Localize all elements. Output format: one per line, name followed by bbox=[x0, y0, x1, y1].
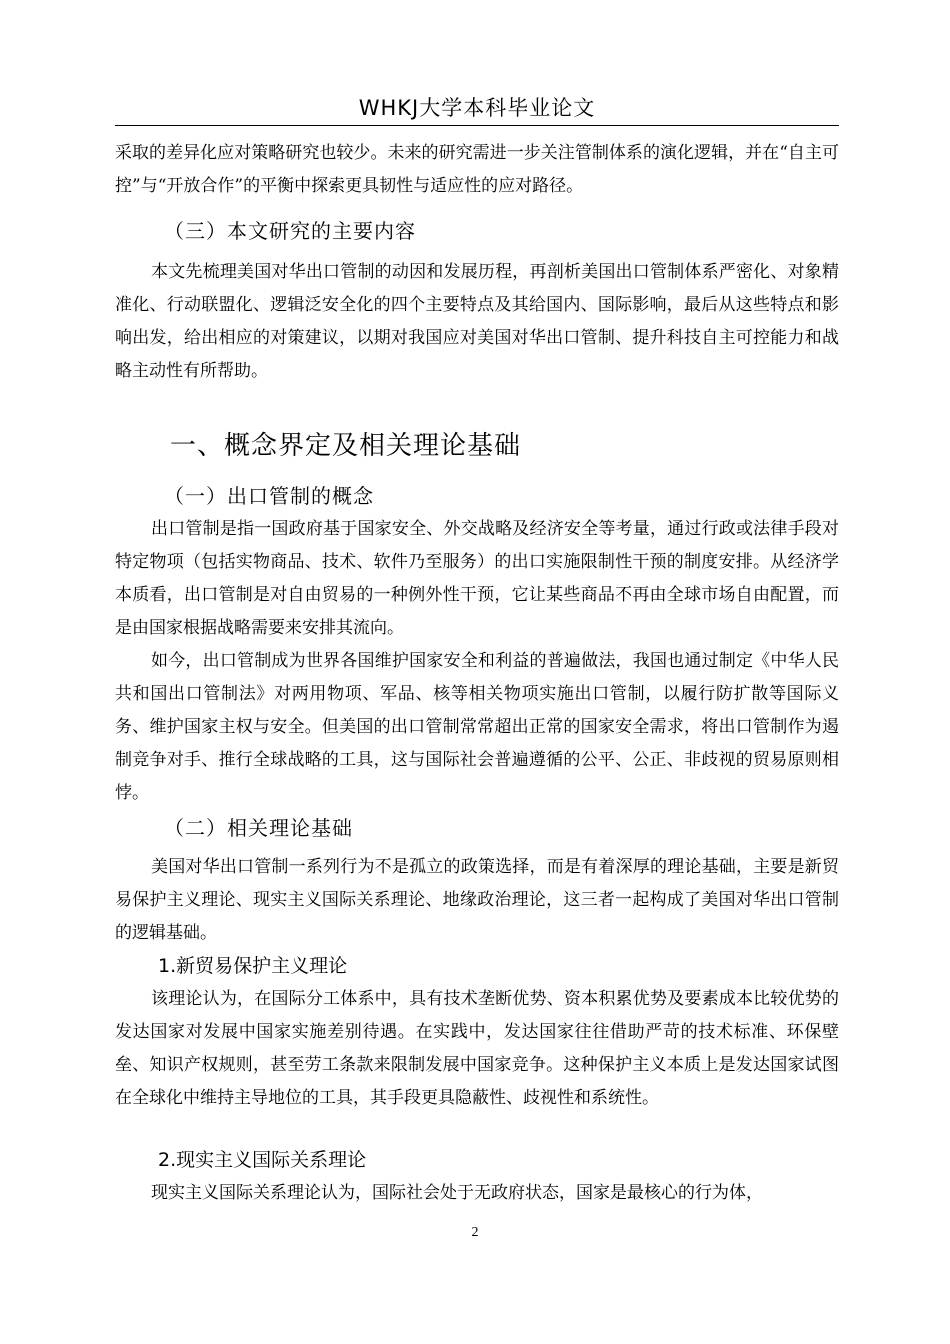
chapter-heading: 一、概念界定及相关理论基础 bbox=[170, 431, 522, 461]
section-heading-concept: （一）出口管制的概念 bbox=[164, 484, 374, 508]
header-divider bbox=[115, 125, 839, 126]
paragraph-neo-protectionism: 该理论认为，在国际分工体系中，具有技术垄断优势、资本积累优势及要素成本比较优势的发达国家对发展中国家实施差别待遇。在实践中，发达国家往往借助严苛的技术标准、环保壁垒、知识产权规则，甚至劳工条款来限制发展中国家竞争。这种保护主义本质上是发达国家试图在全球化中维持主导地位的工具，其手段更具隐蔽性、歧视性和系统性。 bbox=[115, 989, 839, 1108]
paragraph-export-control-definition: 出口管制是指一国政府基于国家安全、外交战略及经济安全等考量，通过行政或法律手段对特定物项（包括实物商品、技术、软件乃至服务）的出口实施限制性干预的制度安排。从经济学本质看，出口管制是对自由贸易的一种例外性干预，它让某些商品不再由全球市场自由配置，而是由国家根据战略需要来安排其流向。 bbox=[115, 519, 839, 638]
subsection-heading-neo-protectionism: 1.新贸易保护主义理论 bbox=[158, 955, 348, 977]
paragraph-continuation: 采取的差异化应对策略研究也较少。未来的研究需进一步关注管制体系的演化逻辑，并在“自主可控”与“开放合作”的平衡中探索更具韧性与适应性的应对路径。 bbox=[115, 143, 839, 196]
paragraph-realism: 现实主义国际关系理论认为，国际社会处于无政府状态，国家是最核心的行为体， bbox=[151, 1183, 763, 1203]
paragraph-main-content: 本文先梳理美国对华出口管制的动因和发展历程，再剖析美国出口管制体系严密化、对象精准化、行动联盟化、逻辑泛安全化的四个主要特点及其给国内、国际影响，最后从这些特点和影响出发，给出相应的对策建议，以期对我国应对美国对华出口管制、提升科技自主可控能力和战略主动性有所帮助。 bbox=[115, 262, 839, 381]
section-heading-theory: （二）相关理论基础 bbox=[164, 816, 353, 840]
page-number: 2 bbox=[471, 1225, 479, 1240]
paragraph-theory-intro: 美国对华出口管制一系列行为不是孤立的政策选择，而是有着深厚的理论基础，主要是新贸易保护主义理论、现实主义国际关系理论、地缘政治理论，这三者一起构成了美国对华出口管制的逻辑基础。 bbox=[115, 857, 839, 943]
paragraph-export-control-practice: 如今，出口管制成为世界各国维护国家安全和利益的普遍做法，我国也通过制定《中华人民共和国出口管制法》对两用物项、军品、核等相关物项实施出口管制，以履行防扩散等国际义务、维护国家主权与安全。但美国的出口管制常常超出正常的国家安全需求，将出口管制作为遏制竞争对手、推行全球战略的工具，这与国际社会普遍遵循的公平、公正、非歧视的贸易原则相悖。 bbox=[115, 651, 839, 803]
section-heading-main-content: （三）本文研究的主要内容 bbox=[164, 219, 416, 243]
running-header: WHKJ大学本科毕业论文 bbox=[358, 96, 596, 120]
subsection-heading-realism: 2.现实主义国际关系理论 bbox=[158, 1149, 367, 1171]
